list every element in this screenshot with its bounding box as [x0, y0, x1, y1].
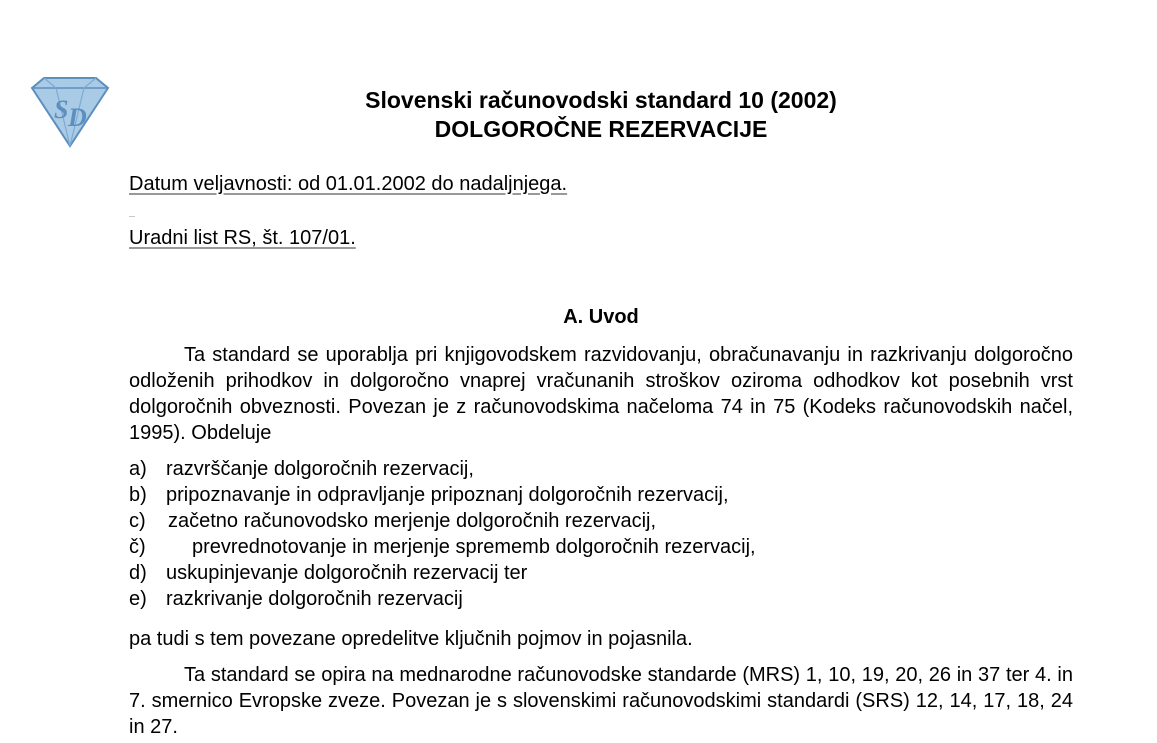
list-item [129, 456, 1073, 482]
after-list-paragraph: pa tudi s tem povezane opredelitve ključnih pojmov in pojasnila. [129, 628, 693, 650]
list-item [129, 586, 1073, 612]
list-item-text: uskupinjevanje dolgoročnih rezervacij ter [166, 562, 528, 584]
section-a-heading: A. Uvod [563, 306, 639, 328]
svg-text:D: D [68, 103, 87, 132]
list-item-text: začetno računovodsko merjenje dolgoročnih rezervacij, [168, 510, 657, 532]
svg-text:S: S [54, 95, 69, 124]
list-marker: b) [129, 484, 147, 506]
list-item [129, 508, 1073, 534]
list-item-text: razvrščanje dolgoročnih rezervacij, [166, 458, 474, 480]
standards-paragraph: Ta standard se opira na mednarodne računovodske standarde (MRS) 1, 10, 19, 20, 26 in 37 ter 4. in 7. smernico Evropske zveze. Povezan je s slovenskimi računovodskimi standardi (SRS) 12, 14, 17, 18, 24 in 27. [129, 664, 1073, 738]
list-marker: e) [129, 588, 147, 610]
scope-list [129, 456, 1073, 612]
divider-mark [129, 216, 135, 217]
list-marker: d) [129, 562, 147, 584]
list-item-text: razkrivanje dolgoročnih rezervacij [166, 588, 463, 610]
list-marker: a) [129, 458, 147, 480]
document-title [0, 86, 1157, 144]
intro-paragraph: Ta standard se uporablja pri knjigovodskem razvidovanju, obračunavanju in razkrivanju dolgoročno odloženih prihodkov in dolgoročno vnaprej vračunanih stroškov oziroma odhodkov kot posebnih vrst dolgoročnih obveznosti. Povezan je z računovodskima načeloma 74 in 75 (Kodeks računovodskih načel, 1995). Obdeluje [129, 344, 1073, 444]
list-item-text: pripoznavanje in odpravljanje pripoznanj dolgoročnih rezervacij, [166, 484, 729, 506]
list-marker: c) [129, 510, 146, 532]
list-marker: č) [129, 536, 146, 558]
title-line-1: Slovenski računovodski standard 10 (2002) [365, 87, 837, 113]
title-line-2: DOLGOROČNE REZERVACIJE [434, 116, 768, 142]
validity-date: Datum veljavnosti: od 01.01.2002 do nadaljnjega. [129, 173, 568, 195]
list-item [129, 482, 1073, 508]
gazette-reference: Uradni list RS, št. 107/01. [129, 227, 356, 249]
list-item [129, 534, 1073, 560]
list-item-text: prevrednotovanje in merjenje sprememb dolgoročnih rezervacij, [192, 536, 756, 558]
list-item [129, 560, 1073, 586]
